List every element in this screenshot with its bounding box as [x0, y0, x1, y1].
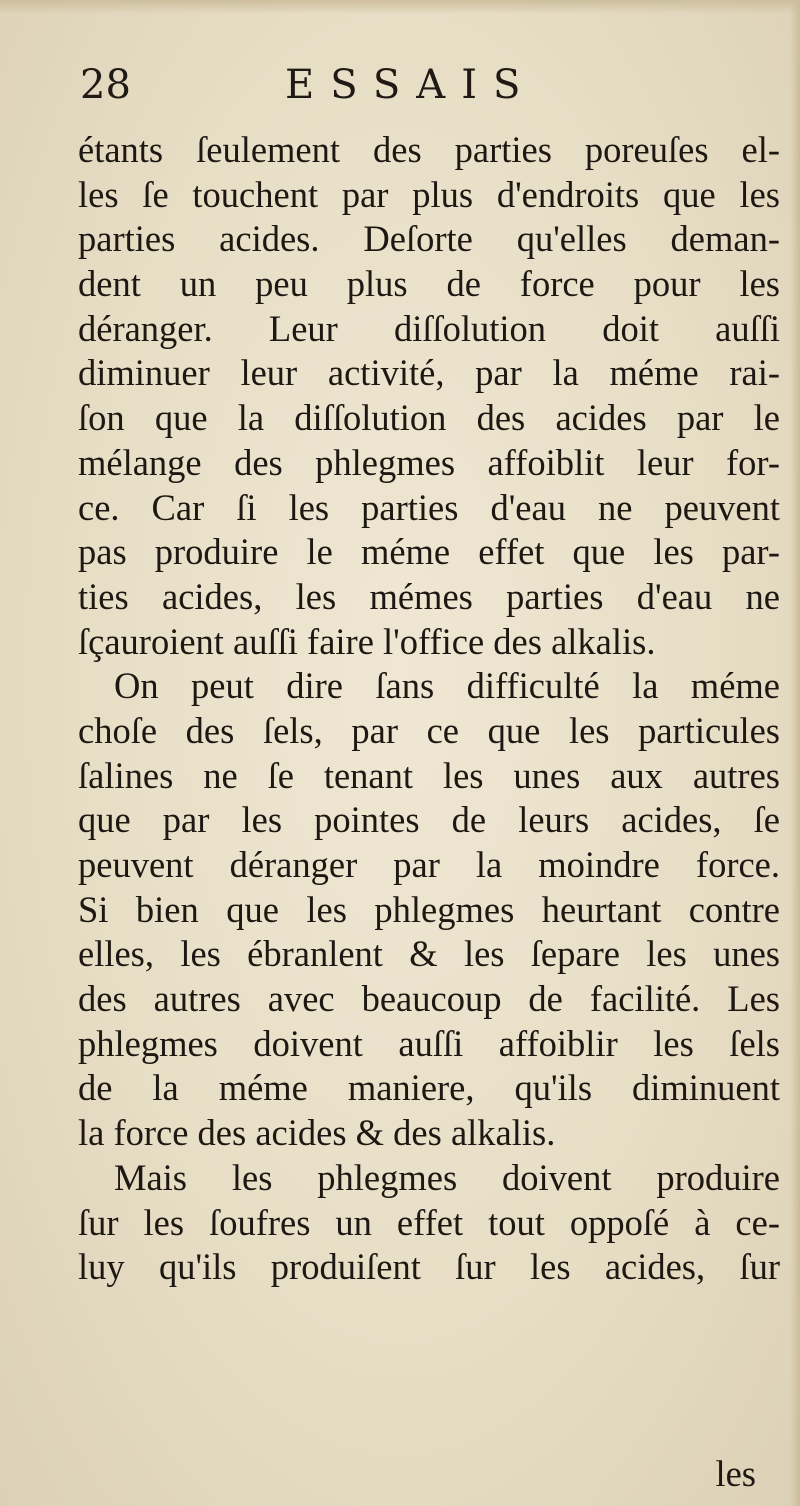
catchword: les: [715, 1453, 756, 1494]
text-line: que par les pointes de leurs acides, ſe: [78, 799, 780, 841]
text-line: de la méme maniere, qu'ils diminuent: [78, 1067, 780, 1109]
text-line: ties acides, les mémes parties d'eau ne: [78, 575, 780, 617]
text-line: luy qu'ils produiſent ſur les acides, ſur: [78, 1246, 780, 1288]
text-line: des autres avec beaucoup de facilité. Les: [78, 978, 780, 1020]
paragraph-end-line: la force des acides & des alkalis.: [78, 1112, 556, 1154]
page-number: 28: [80, 62, 131, 108]
text-line: diminuer leur activité, par la méme rai-: [78, 352, 780, 394]
text-line: ſalines ne ſe tenant les unes aux autres: [78, 754, 780, 796]
running-head: ESSAIS: [285, 62, 537, 108]
page-header: [80, 55, 780, 115]
text-line: les ſe touchent par plus d'endroits que les: [78, 173, 780, 215]
paragraph-end-line: ſçauroient auſſi faire l'office des alkalis.: [78, 620, 656, 662]
text-line: phlegmes doivent auſſi affoiblir les ſels: [78, 1022, 780, 1064]
text-line: étants ſeulement des parties poreuſes el-: [78, 129, 780, 170]
page-top-edge: [0, 0, 800, 14]
text-line: mélange des phlegmes affoiblit leur for-: [78, 441, 780, 483]
paragraph-start-line: On peut dire ſans difficulté la méme: [114, 665, 780, 707]
text-line: choſe des ſels, par ce que les particules: [78, 709, 780, 751]
text-line: ſon que la diſſolution des acides par le: [78, 397, 780, 439]
text-line: parties acides. Deſorte qu'elles deman-: [78, 218, 780, 260]
text-line: Si bien que les phlegmes heurtant contre: [78, 888, 780, 930]
text-line: ſur les ſoufres un effet tout oppoſé à ce-: [78, 1201, 780, 1243]
text-line: déranger. Leur diſſolution doit auſſi: [78, 307, 780, 349]
text-line: pas produire le méme effet que les par-: [78, 531, 780, 573]
text-line: elles, les ébranlent & les ſepare les unes: [78, 933, 780, 975]
paragraph-start-line: Mais les phlegmes doivent produire: [114, 1156, 780, 1198]
page-right-edge: [790, 0, 800, 1506]
text-line: ce. Car ſi les parties d'eau ne peuvent: [78, 486, 780, 528]
text-line: peuvent déranger par la moindre force.: [78, 844, 780, 885]
body-text: [78, 128, 780, 1290]
text-line: dent un peu plus de force pour les: [78, 263, 780, 305]
